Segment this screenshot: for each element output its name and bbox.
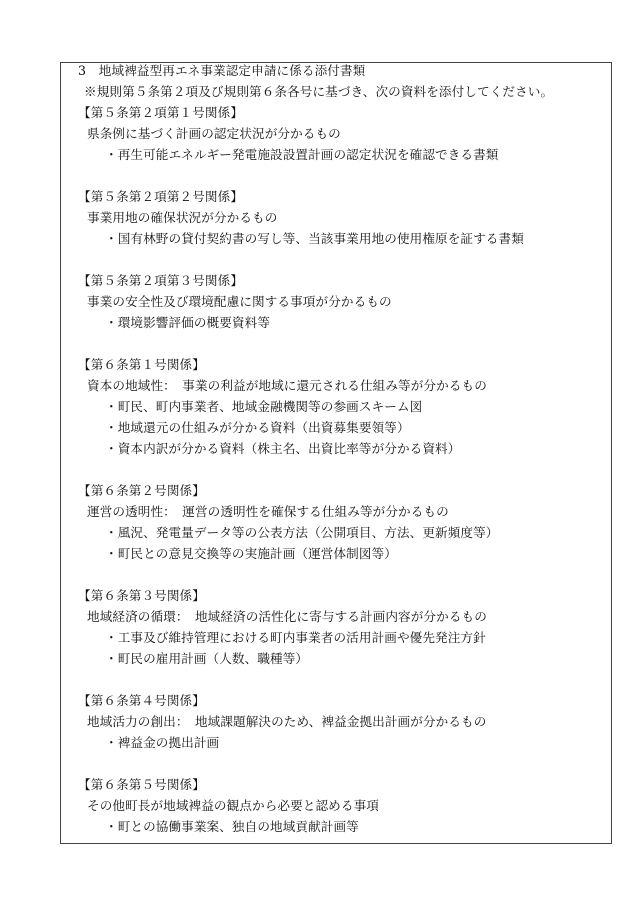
required-document-item: ・環境影響評価の概要資料等 xyxy=(105,315,271,330)
section-heading: 【第６条第２号関係】 xyxy=(78,483,205,498)
section-spacer xyxy=(78,564,598,585)
required-document-item: ・町民との意見交換等の実施計画（運営体制図等） xyxy=(105,546,397,561)
section-spacer xyxy=(78,249,598,270)
required-document-item: ・工事及び維持管理における町内事業者の活用計画や優先発注方針 xyxy=(105,630,486,645)
section-summary: 地域経済の循環： 地域経済の活性化に寄与する計画内容が分かるもの xyxy=(87,609,487,624)
required-document-item: ・裨益金の拠出計画 xyxy=(105,735,220,750)
required-document-item: ・再生可能エネルギー発電施設設置計画の認定状況を確認できる書類 xyxy=(105,147,499,162)
section-spacer xyxy=(78,333,598,354)
section-summary: 運営の透明性： 運営の透明性を確保する仕組み等が分かるもの xyxy=(87,504,449,519)
required-document-item: ・町民の雇用計画（人数、職種等） xyxy=(105,651,309,666)
section-summary: 地域活力の創出： 地域課題解決のため、裨益金拠出計画が分かるもの xyxy=(87,714,487,729)
section-summary: 県条例に基づく計画の認定状況が分かるもの xyxy=(87,126,341,141)
section-heading: 【第６条第１号関係】 xyxy=(78,357,205,372)
section-heading: 【第５条第２項第２号関係】 xyxy=(78,189,244,204)
section-spacer xyxy=(78,753,598,774)
required-document-item: ・国有林野の貸付契約書の写し等、当該事業用地の使用権原を証する書類 xyxy=(105,231,524,246)
section-heading: 【第６条第４号関係】 xyxy=(78,693,205,708)
section-summary: 事業用地の確保状況が分かるもの xyxy=(87,210,278,225)
section-summary: その他町長が地域裨益の観点から必要と認める事項 xyxy=(87,798,379,813)
instruction-note: ※規則第５条第２項及び規則第６条各号に基づき、次の資料を添付してください。 xyxy=(84,84,554,99)
section-spacer xyxy=(78,459,598,480)
required-document-item: ・地域還元の仕組みが分かる資料（出資募集要領等） xyxy=(105,420,410,435)
document-title: 3 地域裨益型再エネ事業認定申請に係る添付書類 xyxy=(78,63,366,78)
section-spacer xyxy=(78,165,598,186)
section-spacer xyxy=(78,669,598,690)
section-heading: 【第５条第２項第１号関係】 xyxy=(78,105,244,120)
section-summary: 資本の地域性： 事業の利益が地域に還元される仕組み等が分かるもの xyxy=(87,378,487,393)
required-document-item: ・風況、発電量データ等の公表方法（公開項目、方法、更新頻度等） xyxy=(105,525,499,540)
required-document-item: ・資本内訳が分かる資料（株主名、出資比率等が分かる資料） xyxy=(105,441,461,456)
section-heading: 【第６条第５号関係】 xyxy=(78,777,205,792)
section-heading: 【第６条第３号関係】 xyxy=(78,588,205,603)
required-document-item: ・町との協働事業案、独自の地域貢献計画等 xyxy=(105,819,359,834)
section-heading: 【第５条第２項第３号関係】 xyxy=(78,273,244,288)
section-summary: 事業の安全性及び環境配慮に関する事項が分かるもの xyxy=(87,294,392,309)
required-document-item: ・町民、町内事業者、地域金融機関等の参画スキーム図 xyxy=(105,399,423,414)
document-body xyxy=(78,60,598,837)
